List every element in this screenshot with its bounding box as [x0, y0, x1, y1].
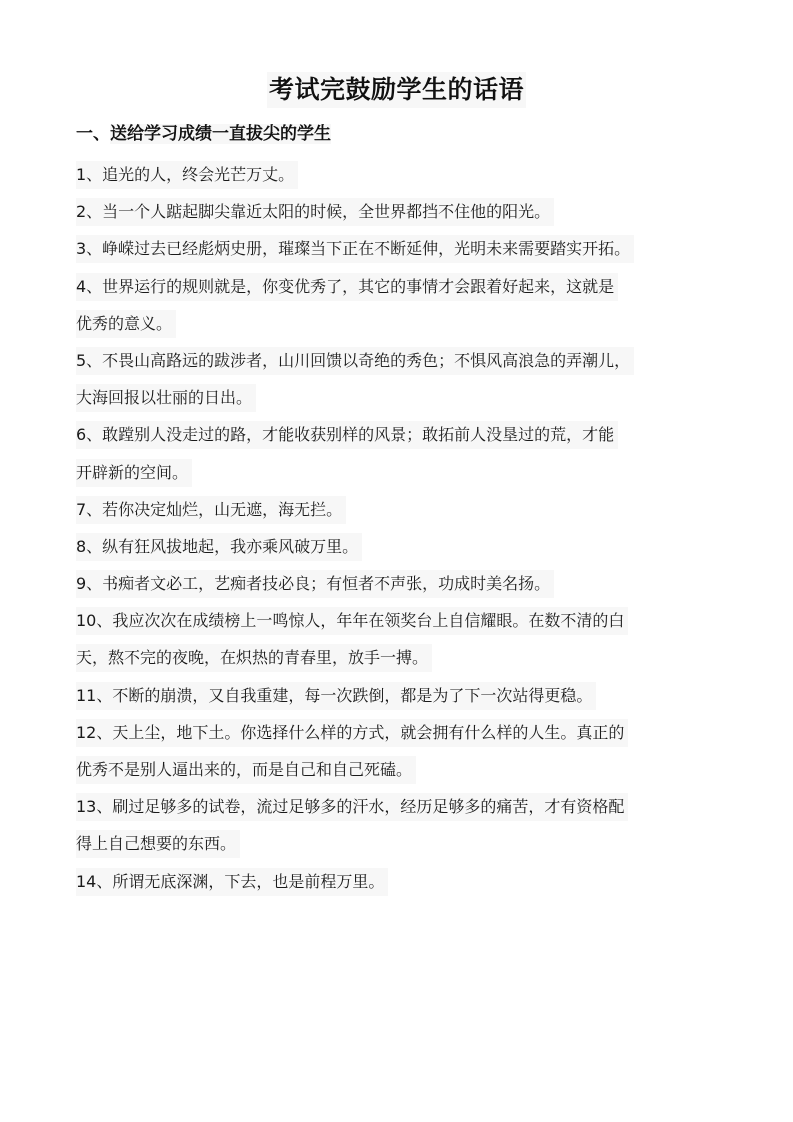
- text-line: [76, 458, 726, 495]
- line-text: 9、书痴者文必工，艺痴者技必良；有恒者不声张，功成时美名扬。: [76, 570, 554, 598]
- section-heading-prefix: 一、: [76, 124, 110, 144]
- text-line: [76, 569, 726, 606]
- line-text: 10、我应次次在成绩榜上一鸣惊人，年年在领奖台上自信耀眼。在数不清的白: [76, 607, 628, 635]
- text-line: [76, 532, 726, 569]
- section-heading: [76, 120, 331, 148]
- text-line: [76, 309, 726, 346]
- line-text: 优秀的意义。: [76, 310, 176, 338]
- text-line: [76, 755, 726, 792]
- line-text: 4、世界运行的规则就是，你变优秀了，其它的事情才会跟着好起来，这就是: [76, 273, 618, 301]
- page-title: 考试完鼓励学生的话语: [267, 72, 526, 108]
- line-text: 得上自己想要的东西。: [76, 830, 240, 858]
- text-line: [76, 718, 726, 755]
- line-text: 11、不断的崩溃，又自我重建，每一次跌倒，都是为了下一次站得更稳。: [76, 682, 596, 710]
- text-line: [76, 383, 726, 420]
- text-line: [76, 606, 726, 643]
- line-text: 7、若你决定灿烂，山无遮，海无拦。: [76, 496, 346, 524]
- line-text: 14、所谓无底深渊，下去，也是前程万里。: [76, 868, 388, 896]
- text-line: [76, 867, 726, 904]
- line-text: 12、天上尘，地下土。你选择什么样的方式，就会拥有什么样的人生。真正的: [76, 719, 628, 747]
- line-text: 13、刷过足够多的试卷，流过足够多的汗水，经历足够多的痛苦，才有资格配: [76, 793, 628, 821]
- line-text: 大海回报以壮丽的日出。: [76, 384, 256, 412]
- line-text: 开辟新的空间。: [76, 459, 192, 487]
- line-text: 6、敢蹚别人没走过的路，才能收获别样的风景；敢拓前人没垦过的荒，才能: [76, 421, 618, 449]
- text-line: [76, 234, 726, 271]
- text-line: [76, 792, 726, 829]
- line-text: 天，熬不完的夜晚，在炽热的青春里，放手一搏。: [76, 644, 432, 672]
- text-line: [76, 829, 726, 866]
- text-line: [76, 681, 726, 718]
- text-line: [76, 346, 726, 383]
- line-text: 3、峥嵘过去已经彪炳史册，璀璨当下正在不断延伸，光明未来需要踏实开拓。: [76, 235, 634, 263]
- line-text: 5、不畏山高路远的跋涉者，山川回馈以奇绝的秀色；不惧风高浪急的弄潮儿，: [76, 347, 634, 375]
- text-line: [76, 420, 726, 457]
- line-text: 8、纵有狂风拔地起，我亦乘风破万里。: [76, 533, 362, 561]
- title-container: [0, 72, 793, 108]
- text-line: [76, 272, 726, 309]
- text-line: [76, 197, 726, 234]
- text-line: [76, 643, 726, 680]
- text-line: [76, 495, 726, 532]
- line-text: 1、追光的人，终会光芒万丈。: [76, 161, 298, 189]
- line-text: 2、当一个人踮起脚尖靠近太阳的时候，全世界都挡不住他的阳光。: [76, 198, 554, 226]
- line-text: 优秀不是别人逼出来的，而是自己和自己死磕。: [76, 756, 416, 784]
- text-line: [76, 160, 726, 197]
- section-heading-text: 送给学习成绩一直拔尖的学生: [110, 124, 331, 144]
- quote-list: [76, 160, 726, 904]
